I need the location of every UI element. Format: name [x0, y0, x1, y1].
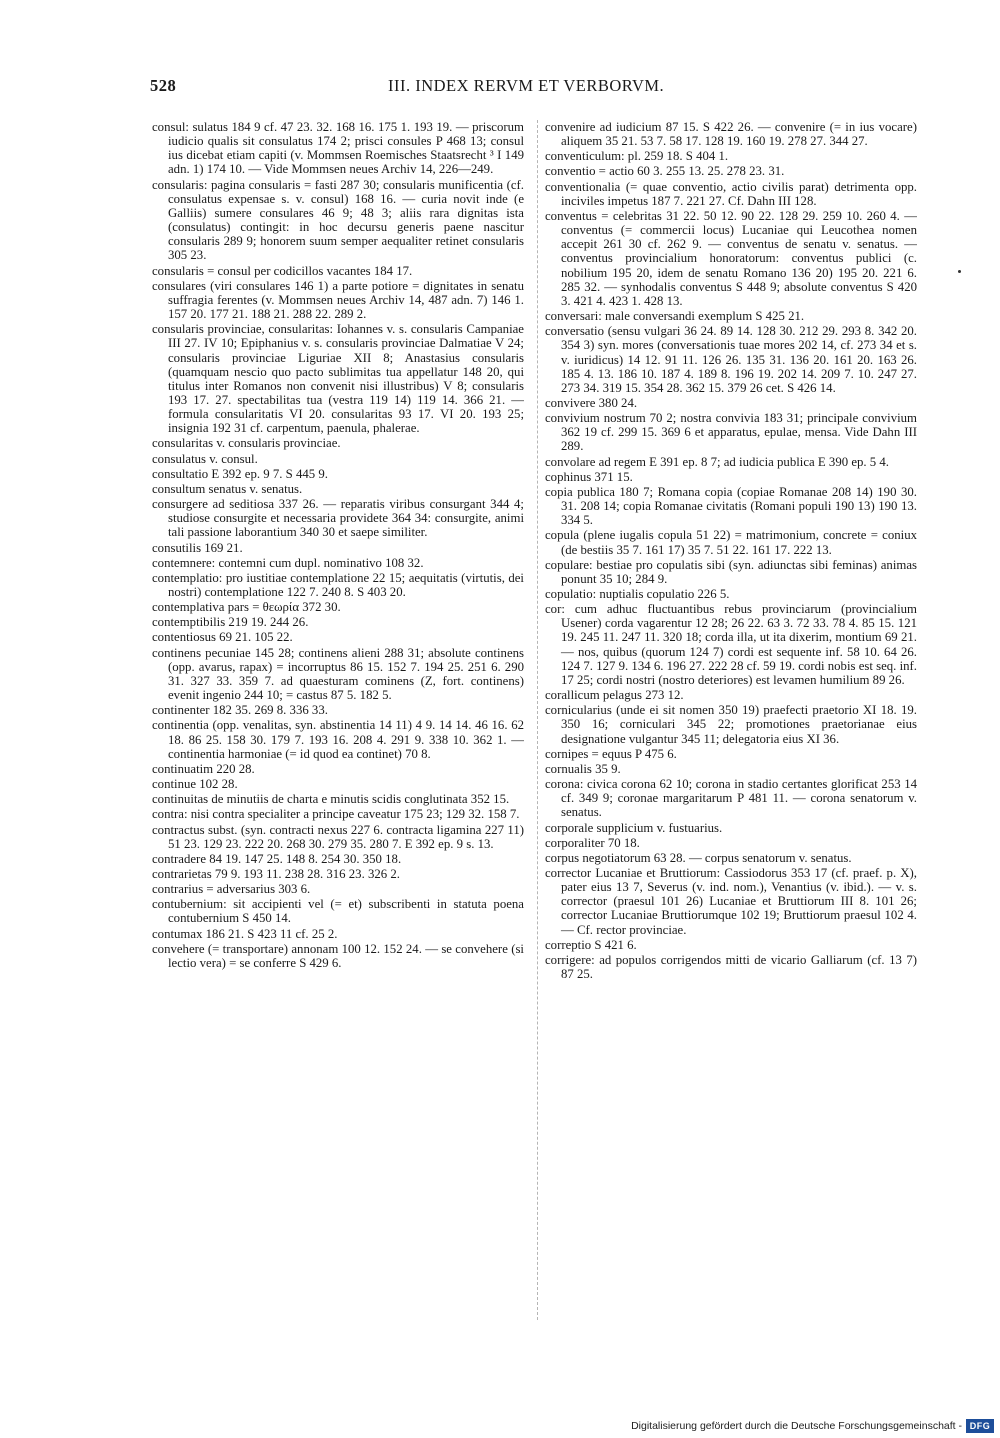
index-entry: consulares (viri consulares 146 1) a parte potiore = dignitates in senatu suffragia ferentes (v. Mommsen neues Archiv 14, 487 adn. 7) 146 1. 157 20. 177 21. 188 21. 288 22. 289 2.: [152, 278, 524, 322]
index-entry: conversatio (sensu vulgari 36 24. 89 14. 128 30. 212 29. 293 8. 342 20. 354 3) syn. mores (conversationis tuae mores 202 14, cf. 273 34 et s. v. iuridicus) 14 12. 91 11. 126 26. 135 31. 136 20. 161 20. 163 26. 185 4. 13. 186 10. 187 4. 189 8. 196 19. 202 14. 209 7. 10. 247 27. 273 34. 319 15. 354 28. 362 15. 379 26 cet. S 426 14.: [545, 324, 917, 395]
index-entry: correptio S 421 6.: [545, 937, 637, 952]
index-entry: copulatio: nuptialis copulatio 226 5.: [545, 587, 730, 601]
index-entry: continens pecuniae 145 28; continens alieni 288 31; absolute continens (opp. avarus, rapax) = incorruptus 86 15. 152 7. 194 25. 251 6. 290 31. 327 33. 359 7. ad quaesturam cominens (Z, fort. continens) evenit ingenio 244 10; = castus 87 5. 182 5.: [152, 645, 524, 703]
running-title: III. INDEX RERVM ET VERBORVM.: [388, 76, 665, 95]
index-entry: consurgere ad seditiosa 337 26. — reparatis viribus consurgant 344 4; studiose consurgite et necessaria providete 364 34: consurgite, animi tali passione laborantium 340 30 et saepe similiter.: [152, 497, 524, 540]
index-entry: convivium nostrum 70 2; nostra convivia 183 31; principale convivium 362 19 cf. 299 15. 369 6 et apparatus, epulae, mensa. Vide Dahn III 289.: [545, 411, 917, 454]
index-entry: convehere (= transportare) annonam 100 12. 152 24. — se convehere (si lectio vera) = se conferre S 429 6.: [152, 941, 524, 970]
index-entry: cornicularius (unde ei sit nomen 350 19) praefecti praetorio XI 18. 19. 350 16; corniculari 345 22; promotiones praetorianae eius designatione vulgantur 345 11; delegatoria eius XI 36.: [545, 703, 917, 746]
index-entry: consularitas v. consularis provinciae.: [152, 436, 341, 451]
index-entry: contemptibilis 219 19. 244 26.: [152, 615, 309, 630]
index-entry: contradere 84 19. 147 25. 148 8. 254 30. 350 18.: [152, 851, 402, 866]
left-column: [152, 120, 524, 1328]
index-entry: contrarietas 79 9. 193 11. 238 28. 316 23. 326 2.: [152, 866, 400, 881]
index-entry: contentiosus 69 21. 105 22.: [152, 630, 293, 645]
index-entry: consultum senatus v. senatus.: [152, 481, 303, 496]
index-entry: copula (plene iugalis copula 51 22) = matrimonium, concrete = coniux (de bestiis 35 7. 161 17) 35 7. 51 22. 161 17. 222 13.: [545, 528, 917, 557]
index-entry: consularis: pagina consularis = fasti 287 30; consularis munificentia (cf. consulatus expensae s. v. consul) 168 16. — curia novit inde (e Galliis) sumere consulares 46 9; 48 3; aliis rara dignitas ista (consulatus) contingit: in hoc decursu generis paene nascitur consularis 289 9; honorem suum semper aequaliter retinet consularis 305 23.: [152, 177, 524, 263]
index-entry: conversari: male conversandi exemplum S 425 21.: [545, 309, 805, 324]
column-divider: [537, 120, 538, 1320]
index-entry: corrector Lucaniae et Bruttiorum: Cassiodorus 353 17 (cf. praef. p. X), pater eius 13 7, Severus (v. ind. nom.), Venantius (v. ibid.). — v. s. corrector (praesul 101 26) Lucaniae et Bruttiorum III 8. 101 26; corrector Lucaniae Bruttiorumque 102 19; Bruttiorum praesul 102 4. — Cf. rector provinciae.: [545, 865, 917, 937]
index-entry: contemplativa pars = θεωρία 372 30.: [152, 600, 341, 615]
index-entry: consul: sulatus 184 9 cf. 47 23. 32. 168 16. 175 1. 193 19. — priscorum iudicio qualis sit consulatus 174 2; prisci consules P 468 13; consul ius dicebat etiam capiti (v. Mommsen Roemisches Staatsrecht ³ I 149 adn. 1) 174 10. — Vide Mommsen neues Archiv 14, 226—249.: [152, 120, 524, 177]
index-entry: copulare: bestiae pro copulatis sibi (syn. adiunctas sibi feminas) animas ponunt 35 10; 284 9.: [545, 557, 917, 586]
index-entry: cor: cum adhuc fluctuantibus rebus provinciarum (provincialium Usener) corda vagarentur 12 28; 26 22. 63 3. 72 33. 78 4. 85 15. 121 19. 245 11. 247 11. 320 18; corda illa, ut ita dixerim, montium 69 21. — nos, quibus (quorum 124 7) cordi est sequente inf. 58 10. 64 26. 124 7. 127 9. 134 6. 196 27. 222 28 cf. 59 19. cordi nobis est seq. inf. 17 25; cordi nostri (nostro deteriores) est levamen humilium 89 26.: [545, 602, 917, 687]
index-entry: corallicum pelagus 273 12.: [545, 688, 684, 703]
index-entry: contra: nisi contra specialiter a principe caveatur 175 23; 129 32. 158 7.: [152, 807, 520, 822]
index-entry: corporaliter 70 18.: [545, 835, 640, 850]
index-entry: corona: civica corona 62 10; corona in stadio certantes glorificat 253 14 cf. 349 9; coronae margaritarum P 481 11. — corona senatorum v. senatus.: [545, 777, 917, 820]
index-entry: continuatim 220 28.: [152, 761, 255, 776]
index-entry: copia publica 180 7; Romana copia (copiae Romanae 208 14) 190 30. 31. 208 14; copia Romanae civitatis (Romani populi 190 13) 190 13. 334 5.: [545, 484, 917, 528]
right-column: [545, 120, 917, 1328]
dfg-logo-icon: DFG: [966, 1419, 994, 1433]
index-entry: corpus negotiatorum 63 28. — corpus senatorum v. senatus.: [545, 850, 852, 865]
index-entry: contemnere: contemni cum dupl. nominativo 108 32.: [152, 555, 424, 570]
index-entry: contractus subst. (syn. contracti nexus 227 6. contracta ligamina 227 11) 51 23. 129 23. 222 20. 268 30. 279 35. 280 7. E 392 ep. 9 s. 13.: [152, 822, 524, 851]
index-entry: consularis provinciae, consularitas: Iohannes v. s. consularis Campaniae III 27. IV 10; Epiphanius v. s. consularis provinciae Dalmatiae V 24; consularis provinciae Liguriae XII 8; Anastasius consularis (quamquam nescio quo pacto sublimitas tua appellatur 148 20, qui titulus inter Romanos non convenit nisi illustribus) V 8; consularis 193 17. 27. spectabilitas tua (vestra 119 14) 119 14. 366 21. — formula consularitatis VI 20. consularitas 93 17. VI 20. 193 25; insignia 192 31 cf. carpentum, paenula, phalerae.: [152, 322, 524, 436]
index-entry: convenire ad iudicium 87 15. S 422 26. — convenire (= in ius vocare) aliquem 35 21. 53 7. 58 17. 128 19. 160 19. 278 27. 344 27.: [545, 120, 917, 149]
index-entry: consularis = consul per codicillos vacantes 184 17.: [152, 263, 413, 278]
index-entry: continenter 182 35. 269 8. 336 33.: [152, 703, 328, 718]
index-entry: conventio = actio 60 3. 255 13. 25. 278 23. 31.: [545, 164, 785, 179]
index-entry: cornualis 35 9.: [545, 761, 621, 776]
index-entry: corrigere: ad populos corrigendos mitti de vicario Galliarum (cf. 13 7) 87 25.: [545, 952, 917, 982]
index-entry: consulatus v. consul.: [152, 451, 258, 466]
index-entry: cornipes = equus P 475 6.: [545, 746, 677, 761]
index-entry: conventiculum: pl. 259 18. S 404 1.: [545, 149, 729, 164]
index-entry: contumax 186 21. S 423 11 cf. 25 2.: [152, 926, 338, 941]
margin-mark: [958, 270, 961, 273]
index-entry: contemplatio: pro iustitiae contemplatione 22 15; aequitatis (virtutis, dei nostri) contemplatione 122 7. 240 8. S 403 20.: [152, 570, 524, 599]
index-entry: conventionalia (= quae conventio, actio civilis parat) detrimenta opp. inciviles impetus 187 7. 221 27. Cf. Dahn III 128.: [545, 179, 917, 208]
index-entry: convivere 380 24.: [545, 395, 638, 410]
digitization-footer: [0, 1416, 1000, 1438]
index-entry: convolare ad regem E 391 ep. 8 7; ad iudicia publica E 390 ep. 5 4.: [545, 454, 889, 469]
index-entry: corporale supplicium v. fustuarius.: [545, 820, 723, 835]
index-entry: contubernium: sit accipienti vel (= et) subscribenti in statuta poena contubernium S 450 14.: [152, 897, 524, 926]
page-number: 528: [150, 76, 177, 95]
index-entry: cophinus 371 15.: [545, 469, 633, 484]
page-header: [150, 76, 690, 104]
index-entry: contrarius = adversarius 303 6.: [152, 882, 311, 897]
index-entry: conventus = celebritas 31 22. 50 12. 90 22. 128 29. 259 10. 260 4. — conventus (= commercii locus) Lucaniae qui Leucothea nomen accepit 261 30 cf. 262 9. — conventus de senatu v. senatus. — conventus provincialium honoratorum: conventus publici (c. nobilium 195 20, idem de senatu Romano 136 20) 195 20. 221 6. 285 32. — synhodalis conventus S 448 9; absolute conventus S 420 3. 421 4. 423 1. 428 13.: [545, 208, 917, 308]
index-entry: consultatio E 392 ep. 9 7. S 445 9.: [152, 466, 328, 481]
index-entry: continue 102 28.: [152, 777, 238, 792]
footer-credit: Digitalisierung gefördert durch die Deutsche Forschungsgemeinschaft -: [631, 1420, 962, 1432]
index-entry: continuitas de minutiis de charta e minutis scidis conglutinata 352 15.: [152, 792, 510, 807]
index-entry: consutilis 169 21.: [152, 540, 243, 555]
index-entry: continentia (opp. venalitas, syn. abstinentia 14 11) 4 9. 14 14. 46 16. 62 18. 86 25. 158 30. 179 7. 193 16. 208 4. 291 9. 338 10. 362 1. — continentia harmoniae (= id quod ea continet) 70 8.: [152, 718, 524, 761]
